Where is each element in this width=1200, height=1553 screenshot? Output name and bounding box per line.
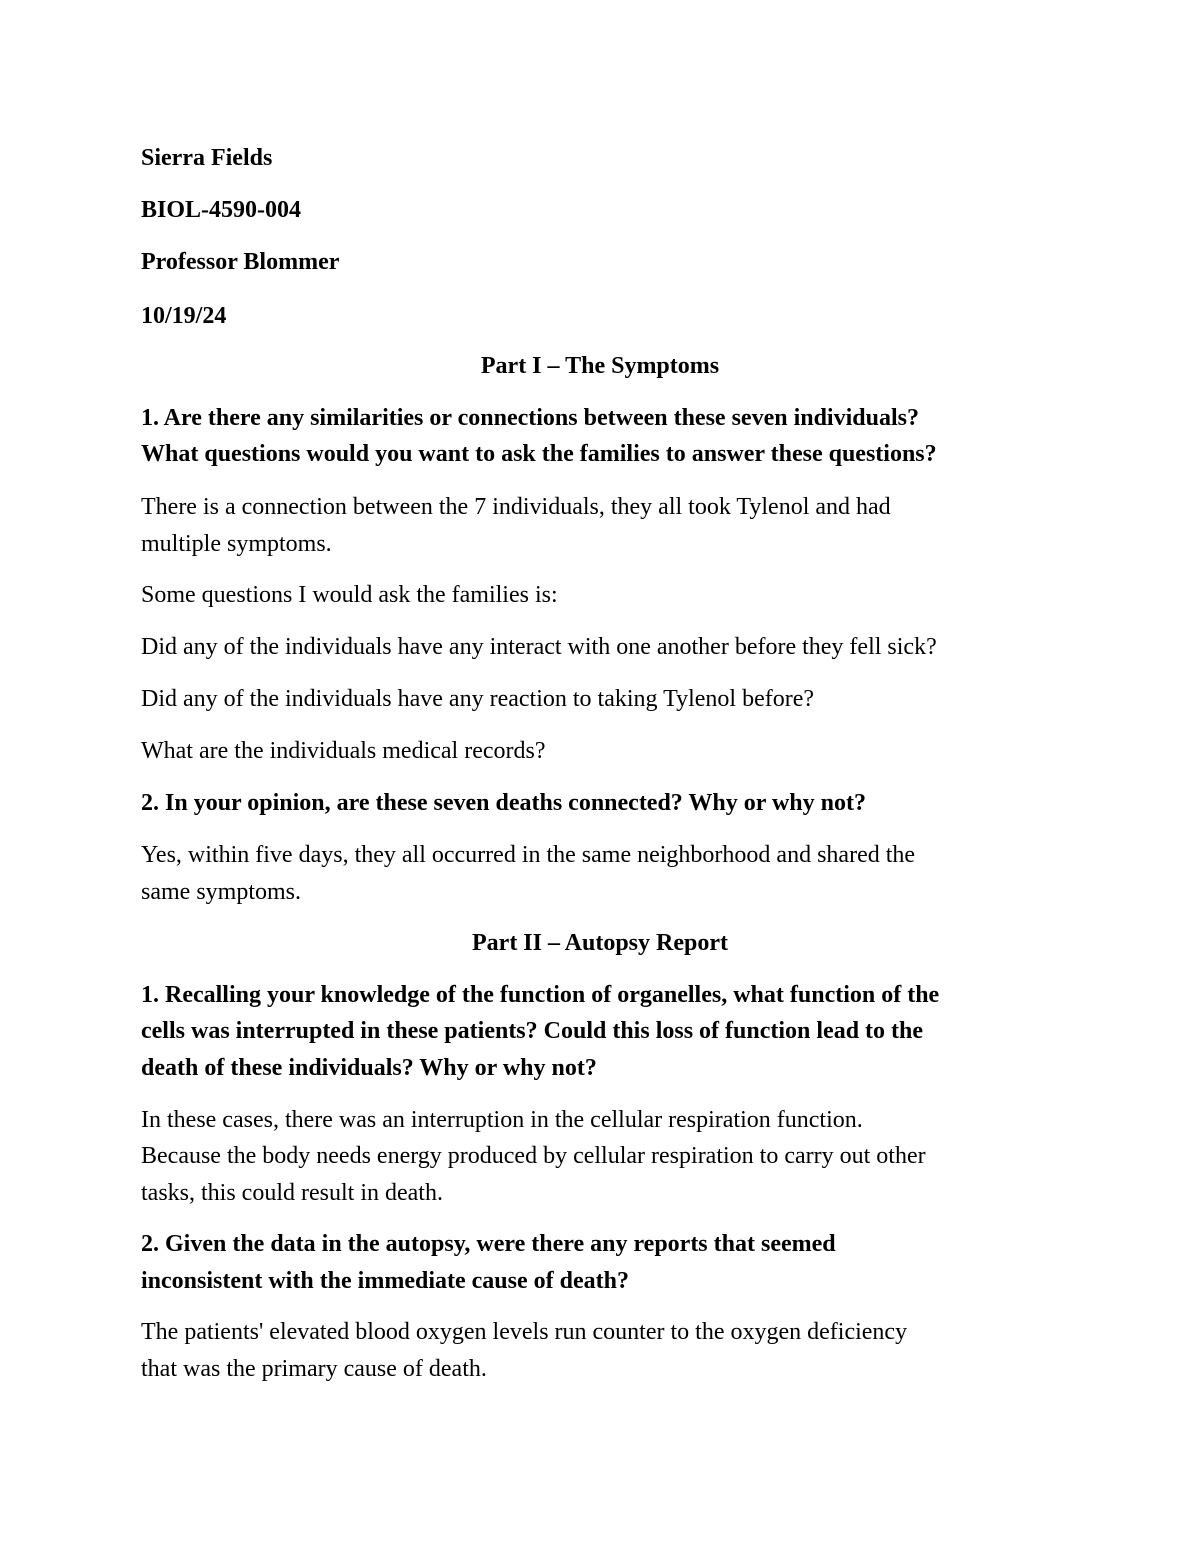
student-name: Sierra Fields bbox=[141, 145, 273, 171]
professor-name: Professor Blommer bbox=[141, 249, 340, 275]
part1-question2: 2. In your opinion, are these seven deaths connected? Why or why not? bbox=[141, 790, 866, 816]
part2-question2-line2: inconsistent with the immediate cause of death? bbox=[141, 1268, 629, 1294]
part2-answer2-line1: The patients' elevated blood oxygen levels run counter to the oxygen deficiency bbox=[141, 1319, 908, 1345]
part1-answer1-line1: There is a connection between the 7 individuals, they all took Tylenol and had bbox=[141, 494, 891, 520]
part2-answer1-line2: Because the body needs energy produced by cellular respiration to carry out other bbox=[141, 1143, 926, 1169]
course-code: BIOL-4590-004 bbox=[141, 197, 302, 223]
part1-answer1-question1: Did any of the individuals have any interact with one another before they fell sick? bbox=[141, 634, 937, 660]
part2-answer1-line3: tasks, this could result in death. bbox=[141, 1180, 443, 1206]
part1-answer1-question3: What are the individuals medical records? bbox=[141, 738, 546, 764]
part1-answer1-question2: Did any of the individuals have any reaction to taking Tylenol before? bbox=[141, 686, 815, 712]
part2-question1-line2: cells was interrupted in these patients? Could this loss of function lead to the bbox=[141, 1018, 924, 1044]
part1-answer1-intro: Some questions I would ask the families is: bbox=[141, 582, 558, 608]
part1-question1-line2: What questions would you want to ask the families to answer these questions? bbox=[141, 441, 937, 467]
part1-answer2-line2: same symptoms. bbox=[141, 879, 301, 905]
part1-question1-line1: 1. Are there any similarities or connections between these seven individuals? bbox=[141, 405, 919, 431]
part1-heading: Part I – The Symptoms bbox=[480, 353, 720, 379]
part2-answer2-line2: that was the primary cause of death. bbox=[141, 1356, 487, 1382]
part2-question1-line3: death of these individuals? Why or why not? bbox=[141, 1055, 597, 1081]
part2-question1-line1: 1. Recalling your knowledge of the function of organelles, what function of the bbox=[141, 982, 940, 1008]
document-date: 10/19/24 bbox=[141, 303, 227, 329]
part1-answer1-line2: multiple symptoms. bbox=[141, 531, 332, 557]
part1-answer2-line1: Yes, within five days, they all occurred in the same neighborhood and shared the bbox=[141, 842, 916, 868]
part2-heading: Part II – Autopsy Report bbox=[472, 930, 728, 956]
part2-question2-line1: 2. Given the data in the autopsy, were there any reports that seemed bbox=[141, 1231, 836, 1257]
part2-answer1-line1: In these cases, there was an interruption in the cellular respiration function. bbox=[141, 1107, 863, 1133]
